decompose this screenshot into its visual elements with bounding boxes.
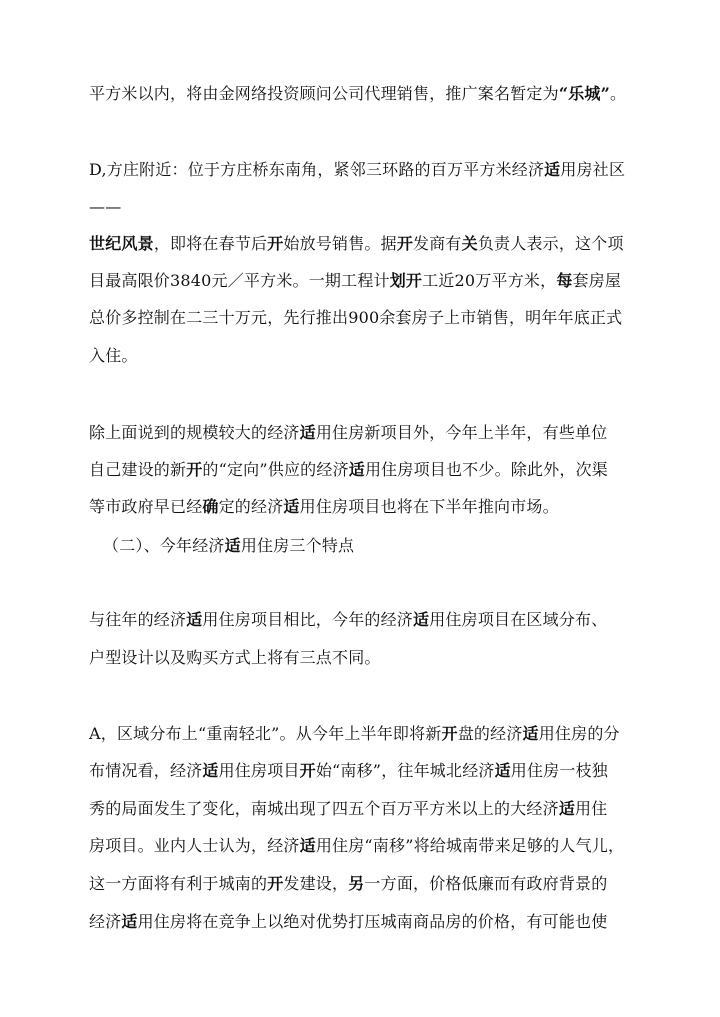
bold-term: 适 xyxy=(348,460,365,479)
bold-term: 开 xyxy=(396,234,414,253)
text-line: 房项目。业内人士认为，经济适用住房“南移”将给城南带来足够的人气儿， xyxy=(89,836,625,855)
bold-term: 确 xyxy=(202,497,219,516)
bold-term: 开 xyxy=(299,761,316,780)
text-line: 与往年的经济适用住房项目相比，今年的经济适用住房项目在区域分布、 xyxy=(89,610,608,629)
bold-term: 适 xyxy=(494,761,511,780)
bold-term: 适 xyxy=(299,836,316,855)
bold-term: 开 xyxy=(441,724,458,743)
bold-term: “乐城” xyxy=(558,84,611,103)
bold-term: 适 xyxy=(522,724,539,743)
text-line: 布情况看，经济适用住房项目开始“南移”，往年城北经济适用住房一枝独 xyxy=(89,761,608,780)
text-line: 经济适用住房将在竞争上以绝对优势打压城南商品房的价格，有可能也使 xyxy=(89,912,608,931)
text-line: A，区域分布上“重南轻北”。从今年上半年即将新开盘的经济适用住房的分 xyxy=(89,724,620,743)
bold-term: 适 xyxy=(299,423,316,442)
text-line: 入住。 xyxy=(89,346,138,365)
text-line: 目最高限价3840元／平方米。一期工程计划开工近20万平方米，每套房屋 xyxy=(89,271,622,290)
bold-term: 开 xyxy=(186,460,203,479)
text-line: D,方庄附近：位于方庄桥东南角，紧邻三环路的百万平方米经济适用房社区 xyxy=(89,160,626,179)
text-line: 平方米以内，将由金网络投资顾问公司代理销售，推广案名暂定为“乐城”。 xyxy=(89,84,627,103)
bold-term: 适 xyxy=(224,536,241,555)
bold-term: 适 xyxy=(413,610,430,629)
text-line: 户型设计以及购买方式上将有三点不同。 xyxy=(89,648,381,667)
text-line: —— xyxy=(89,197,122,216)
bold-term: 开 xyxy=(267,874,284,893)
bold-term: 另 xyxy=(348,874,365,893)
text-line: 这一方面将有利于城南的开发建设，另一方面，价格低廉而有政府背景的 xyxy=(89,874,608,893)
text-line: 总价多控制在二三十万元，先行推出900余套房子上市销售，明年年底正式 xyxy=(89,308,623,327)
text-line: 世纪风景，即将在春节后开始放号销售。据开发商有关负责人表示，这个项 xyxy=(89,234,624,253)
bold-term: 世纪风景 xyxy=(89,234,154,253)
bold-term: 适 xyxy=(544,160,561,179)
bold-term: 适 xyxy=(283,497,300,516)
bold-term: 适 xyxy=(558,799,576,818)
bold-term: 适 xyxy=(121,912,138,931)
text-line: 自己建设的新开的“定向”供应的经济适用住房项目也不少。除此外，次渠 xyxy=(89,460,608,479)
bold-term: 开 xyxy=(267,234,284,253)
bold-term: 每 xyxy=(556,271,573,290)
bold-term: 关 xyxy=(461,234,478,253)
bold-term: 划开 xyxy=(389,271,423,290)
bold-term: 适 xyxy=(202,761,219,780)
section-heading: （二）、今年经济适用住房三个特点 xyxy=(103,536,355,555)
text-line: 除上面说到的规模较大的经济适用住房新项目外，今年上半年，有些单位 xyxy=(89,423,608,442)
text-line: 等市政府早已经确定的经济适用住房项目也将在下半年推向市场。 xyxy=(89,497,559,516)
bold-term: 适 xyxy=(186,610,203,629)
text-line: 秀的局面发生了变化，南城出现了四五个百万平方米以上的大经济适用住 xyxy=(89,799,608,818)
